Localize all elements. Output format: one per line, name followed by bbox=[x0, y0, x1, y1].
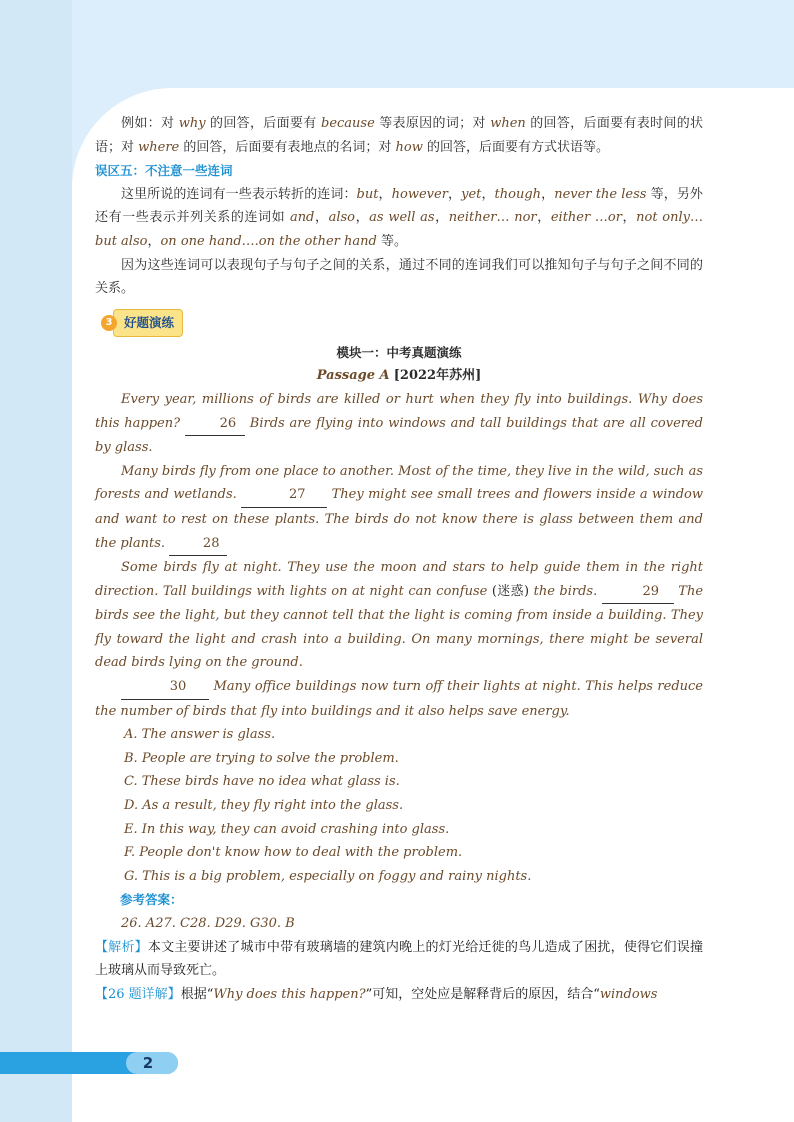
text: [2022年苏州] bbox=[393, 368, 482, 384]
relation-paragraph: 因为这些连词可以表现句子与句子之间的关系，通过不同的连词我们可以推知句子与句子之间不同的关系。 bbox=[95, 257, 703, 297]
text: Many birds fly from one place to another. Most of the time, they live in the wild, such as forests and wetlands. bbox=[95, 463, 703, 503]
text: 根据“ bbox=[180, 986, 214, 1002]
blank-28: 28 bbox=[169, 532, 227, 557]
options-list bbox=[95, 723, 703, 888]
option-c: C. These birds have no idea what glass is. bbox=[124, 774, 400, 790]
text: however bbox=[391, 186, 448, 202]
passage-paragraph bbox=[95, 460, 703, 556]
text: 本文主要讲述了城市中带有玻璃墙的建筑内晚上的灯光给迁徙的鸟儿造成了困扰，使得它们误撞上玻璃从而导致死亡。 bbox=[95, 939, 703, 979]
text: ， bbox=[314, 210, 329, 226]
text: ， bbox=[621, 210, 637, 226]
section-heading: 误区五：不注意一些连词 bbox=[95, 163, 233, 179]
text: also bbox=[328, 210, 355, 226]
text: why bbox=[178, 116, 206, 131]
passage-paragraph bbox=[95, 675, 703, 723]
option-e: E. In this way, they can avoid crashing into glass. bbox=[124, 821, 450, 837]
text: not only… but also bbox=[95, 210, 703, 249]
text: Every year, millions of birds are killed or hurt when they fly into buildings. Why does this happen? bbox=[95, 391, 703, 431]
blank-27: 27 bbox=[241, 483, 327, 508]
text: because bbox=[321, 116, 375, 131]
text: ， bbox=[378, 186, 392, 202]
badge-number: 3 bbox=[101, 315, 117, 331]
text: (迷惑) bbox=[491, 583, 530, 599]
text: The birds see the light, but they cannot tell that the light is coming from inside a building. They fly toward the light and crash into a building. On many mornings, there might be several dead birds lying on the ground. bbox=[95, 583, 704, 671]
text: ， bbox=[354, 210, 370, 226]
option-g: G. This is a big problem, especially on foggy and rainy nights. bbox=[124, 868, 532, 884]
passage-paragraph bbox=[95, 556, 703, 675]
blank-29: 29 bbox=[602, 580, 674, 605]
option-b: B. People are trying to solve the problem. bbox=[124, 750, 399, 766]
answer-key: 26. A27. C28. D29. G30. B bbox=[121, 916, 295, 931]
text: ”可知，空处应是解释背后的原因，结合“ bbox=[365, 986, 600, 1002]
badge-label: 好题演练 bbox=[113, 309, 183, 337]
text: on one hand….on the other hand bbox=[160, 233, 377, 249]
option-f: F. People don't know how to deal with the problem. bbox=[124, 845, 463, 861]
text: ， bbox=[541, 186, 555, 202]
text: Some birds fly at night. They use the moon and stars to help guide them in the right direction. Tall buildings with lights on at night can confuse bbox=[95, 560, 703, 599]
example-paragraph bbox=[95, 112, 703, 159]
text: ， bbox=[147, 233, 161, 249]
text: Many office buildings now turn off their lights at night. This helps reduce the number of birds that fly into buildings and it also helps save energy. bbox=[95, 679, 703, 719]
text: though bbox=[494, 186, 542, 202]
text: Birds are flying into windows and tall buildings that are all covered by glass. bbox=[95, 415, 703, 456]
text: neither… nor bbox=[448, 210, 537, 226]
text: never the less bbox=[554, 186, 647, 202]
text: but bbox=[356, 186, 379, 202]
conjunction-paragraph bbox=[95, 183, 703, 254]
passage-paragraph bbox=[95, 388, 703, 460]
text: ， bbox=[434, 210, 449, 226]
text: 的回答，后面要有 bbox=[205, 116, 321, 131]
page-content bbox=[95, 112, 703, 1006]
text: where bbox=[138, 139, 180, 155]
text: 等。 bbox=[376, 233, 407, 249]
text: 的回答，后面要有表地点的名词；对 bbox=[179, 139, 396, 155]
text: yet bbox=[461, 186, 482, 202]
text: 例如：对 bbox=[121, 116, 179, 131]
passage-title bbox=[95, 364, 703, 388]
text: when bbox=[490, 116, 526, 131]
text: ， bbox=[481, 186, 495, 202]
page-number: 2 bbox=[142, 1054, 154, 1072]
detail-26-paragraph bbox=[95, 983, 703, 1007]
text: either …or bbox=[550, 210, 622, 226]
blank-30: 30 bbox=[121, 675, 209, 700]
text: ， bbox=[447, 186, 462, 202]
text: as well as bbox=[369, 210, 435, 226]
text: 的回答，后面要有方式状语等。 bbox=[422, 139, 609, 155]
text: 【解析】 bbox=[95, 939, 148, 955]
text: 这里所说的连词有一些表示转折的连词： bbox=[121, 186, 357, 202]
option-a: A. The answer is glass. bbox=[124, 727, 276, 743]
text: the birds. bbox=[533, 583, 598, 599]
text: Why does this happen? bbox=[213, 986, 366, 1002]
module-title: 模块一：中考真题演练 bbox=[336, 344, 462, 360]
section-badge bbox=[101, 311, 703, 335]
blank-26: 26 bbox=[185, 412, 245, 437]
left-background-band bbox=[0, 0, 72, 1122]
text: ， bbox=[536, 210, 551, 226]
option-d: D. As a result, they fly right into the glass. bbox=[124, 798, 404, 814]
text: 的回答，后面要有表时间的状语；对 bbox=[95, 116, 704, 155]
text: how bbox=[395, 139, 423, 155]
text: windows bbox=[599, 986, 658, 1002]
text: 等，另外还有一些表示并列关系的连词如 bbox=[95, 186, 703, 226]
text: 【26 题详解】 bbox=[95, 986, 181, 1002]
text: and bbox=[289, 210, 315, 226]
analysis-paragraph bbox=[95, 936, 703, 983]
answer-label: 参考答案： bbox=[120, 892, 183, 908]
reading-passage bbox=[95, 388, 703, 723]
text: They might see small trees and flowers inside a window and want to rest on these plants. The birds do not know there is glass between them and the plants. bbox=[95, 487, 703, 551]
text: Passage A bbox=[316, 368, 390, 384]
text: 等表原因的词；对 bbox=[374, 116, 491, 131]
